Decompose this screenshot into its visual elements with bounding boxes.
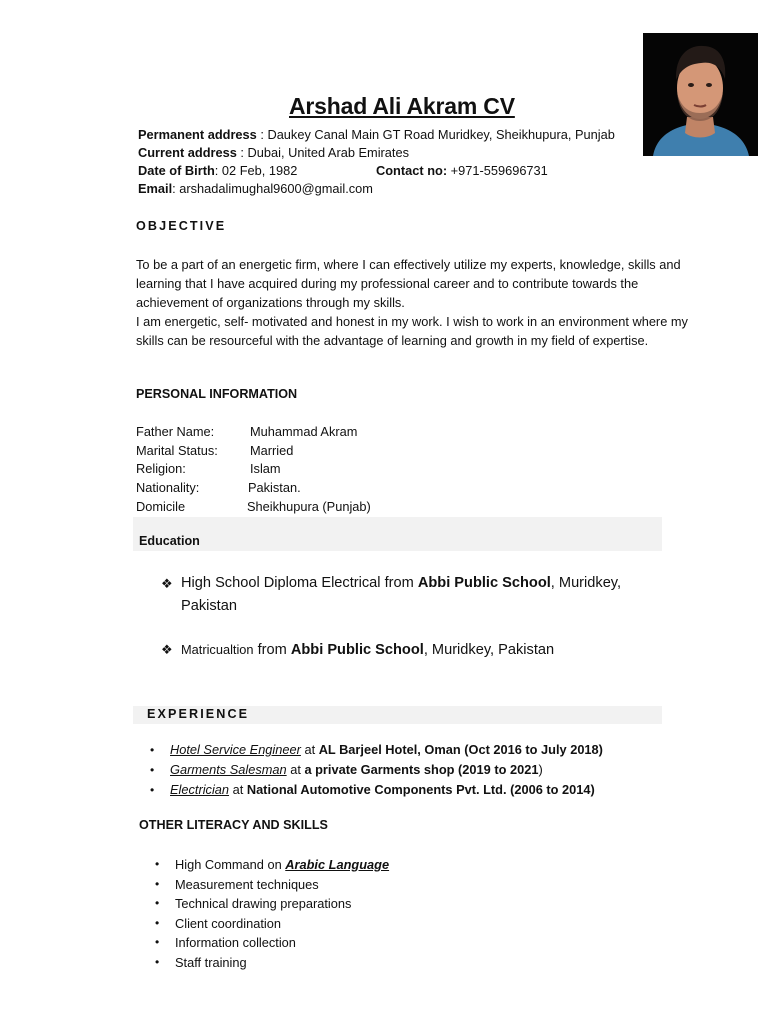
personal-info-heading: PERSONAL INFORMATION	[136, 387, 298, 401]
marital-status-label: Marital Status:	[136, 443, 218, 458]
education-heading: Education	[139, 534, 200, 548]
bullet-icon: •	[155, 896, 160, 911]
experience-list	[150, 740, 603, 800]
skill-item	[155, 933, 389, 953]
skill-item	[155, 855, 390, 875]
skill-text: Staff training	[175, 954, 247, 970]
permanent-address-value: : Daukey Canal Main GT Road Muridkey, Sheikhupura, Punjab	[256, 127, 615, 142]
skills-list	[155, 855, 390, 973]
experience-at: at	[286, 762, 305, 777]
experience-item	[150, 780, 603, 800]
education-item-diploma	[161, 572, 681, 618]
skill-text: Measurement techniques	[175, 876, 319, 892]
diamond-bullet-icon: ❖	[161, 576, 173, 591]
nationality-value: Pakistan.	[248, 480, 301, 495]
dob-value: : 02 Feb, 1982	[214, 163, 298, 178]
bullet-icon: •	[150, 743, 155, 757]
matric-label: Matricualtion	[181, 642, 254, 657]
dob-label: Date of Birth	[138, 163, 215, 178]
experience-tail: )	[538, 762, 543, 777]
permanent-address-label: Permanent address	[138, 127, 257, 142]
bullet-icon: •	[155, 954, 160, 969]
domicile-value: Sheikhupura (Punjab)	[247, 499, 371, 514]
email	[138, 180, 373, 198]
contact-value: +971-559696731	[447, 163, 548, 178]
objective-text	[136, 255, 696, 350]
bullet-icon: •	[155, 857, 160, 871]
diploma-text: High School Diploma Electrical from	[181, 575, 418, 591]
education-item-matric	[161, 638, 681, 662]
diploma-school: Abbi Public School	[417, 575, 551, 591]
objective-paragraph-2: I am energetic, self- motivated and honest in my work. I wish to work in an environment where my skills can be resourceful with the advantage of learning and growth in my field of expertise.	[136, 314, 688, 348]
skill-text: Client coordination	[175, 915, 281, 931]
experience-at: at	[229, 782, 247, 797]
bullet-icon: •	[155, 915, 160, 930]
skill-item	[155, 894, 389, 914]
skill-item	[155, 953, 389, 973]
experience-role: Garments Salesman	[170, 762, 287, 777]
skill-text: Technical drawing preparations	[175, 896, 352, 912]
current-address-label: Current address	[138, 145, 237, 160]
contact-number	[376, 162, 548, 180]
father-name-value: Muhammad Akram	[250, 424, 358, 439]
marital-status-value: Married	[250, 443, 294, 458]
diamond-bullet-icon: ❖	[161, 642, 173, 657]
matric-location: , Muridkey, Pakistan	[423, 642, 555, 658]
skill-item	[155, 875, 389, 895]
experience-item	[150, 740, 603, 760]
objective-paragraph-1: To be a part of an energetic firm, where I can effectively utilize my experts, knowledge, skills and learning that I have acquired during my professional career and to contribute towards the achievement of organizations through my skills.	[136, 257, 681, 310]
current-address-value: : Dubai, United Arab Emirates	[236, 145, 409, 160]
matric-from: from	[253, 642, 291, 658]
diploma-location: , Muridkey, Pakistan	[181, 575, 622, 614]
experience-role: Hotel Service Engineer	[170, 742, 301, 757]
experience-role: Electrician	[170, 782, 230, 797]
profile-photo-image	[643, 33, 758, 156]
experience-at: at	[300, 742, 319, 757]
father-name-label: Father Name:	[136, 424, 215, 439]
skill-item	[155, 914, 389, 934]
objective-heading: OBJECTIVE	[136, 219, 227, 233]
religion-value: Islam	[250, 461, 281, 476]
email-label: Email	[138, 181, 173, 196]
skill-text: Information collection	[175, 935, 296, 951]
domicile-label: Domicile	[136, 499, 186, 514]
religion-label: Religion:	[136, 461, 186, 476]
bullet-icon: •	[155, 935, 160, 950]
experience-company: National Automotive Components Pvt. Ltd. (2006 to 2014)	[246, 782, 595, 797]
bullet-icon: •	[150, 763, 155, 777]
skill-language: Arabic Language	[285, 857, 390, 872]
education-band	[133, 517, 662, 551]
nationality-label: Nationality:	[136, 480, 200, 495]
email-value[interactable]: : arshadalimughal9600@gmail.com	[172, 181, 373, 196]
date-of-birth	[138, 162, 297, 180]
profile-photo	[643, 33, 758, 156]
skills-heading: OTHER LITERACY AND SKILLS	[139, 818, 328, 832]
cv-title: Arshad Ali Akram CV	[289, 93, 515, 119]
permanent-address	[138, 126, 615, 144]
experience-company: a private Garments shop (2019 to 2021	[304, 762, 539, 777]
experience-heading: EXPERIENCE	[147, 707, 250, 721]
current-address	[138, 144, 409, 162]
experience-company: AL Barjeel Hotel, Oman (Oct 2016 to July 2018)	[318, 742, 603, 757]
experience-item	[150, 760, 603, 780]
contact-label: Contact no:	[376, 163, 448, 178]
bullet-icon: •	[150, 783, 155, 797]
skill-text: High Command on	[175, 857, 286, 872]
matric-school: Abbi Public School	[290, 642, 424, 658]
bullet-icon: •	[155, 876, 160, 891]
